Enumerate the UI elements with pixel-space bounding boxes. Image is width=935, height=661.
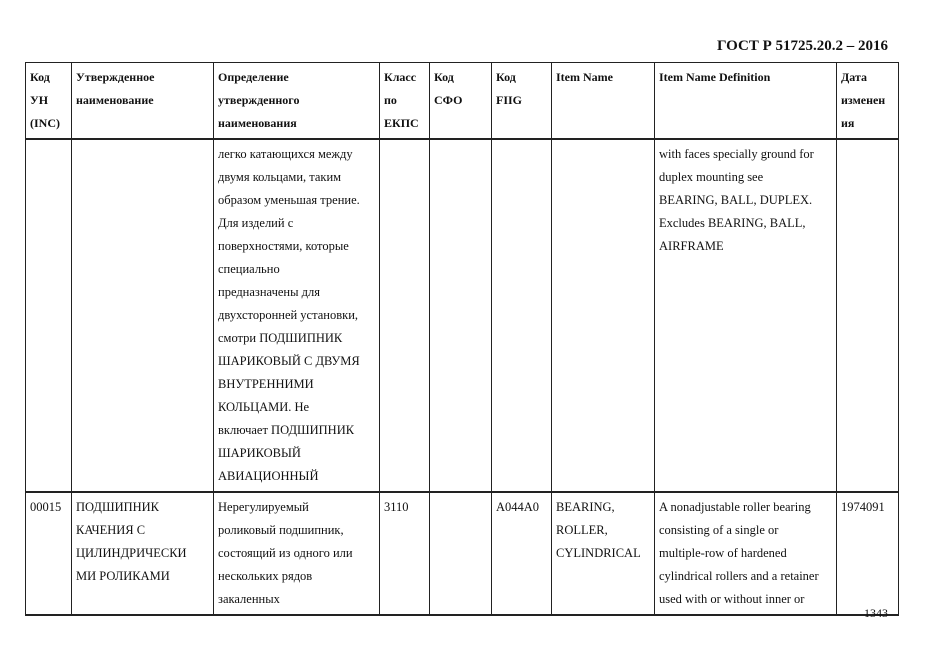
cell-definition-ru: Нерегулируемый роликовый подшипник, состоящий из одного или нескольких рядов закаленных: [214, 492, 380, 615]
cell-inc: 00015: [26, 492, 72, 615]
col-header-item-name: Item Name: [552, 63, 655, 140]
cell-approved-name: [72, 139, 214, 492]
document-standard-header: ГОСТ Р 51725.20.2 – 2016: [716, 38, 888, 54]
col-header-item-definition: Item Name Definition: [655, 63, 837, 140]
table-row: [26, 139, 899, 492]
cell-fiig: [492, 139, 552, 492]
nomenclature-table: [25, 62, 899, 616]
cell-class: 3110: [380, 492, 430, 615]
cell-inc: [26, 139, 72, 492]
col-header-class: Класс по ЕКПС: [380, 63, 430, 140]
page-number: 1343: [864, 606, 888, 620]
cell-sfo: [430, 139, 492, 492]
cell-item-name: [552, 139, 655, 492]
cell-sfo: [430, 492, 492, 615]
col-header-inc: Код УН (INC): [26, 63, 72, 140]
col-header-approved-name: Утвержденное наименование: [72, 63, 214, 140]
col-header-date: Дата изменен ия: [837, 63, 899, 140]
cell-class: [380, 139, 430, 492]
col-header-sfo: Код СФО: [430, 63, 492, 140]
cell-date: 1974091: [837, 492, 899, 615]
cell-item-name: BEARING, ROLLER, CYLINDRICAL: [552, 492, 655, 615]
col-header-definition-ru: Определение утвержденного наименования: [214, 63, 380, 140]
cell-definition-ru: легко катающихся между двумя кольцами, таким образом уменьшая трение. Для изделий с поверхностями, которые специально предназначены для двухсторонней установки, смотри ПОДШИПНИК ШАРИКОВЫЙ С ДВУМЯ ВНУТРЕННИМИ КОЛЬЦАМИ. Не включает ПОДШИПНИК ШАРИКОВЫЙ АВИАЦИОННЫЙ: [214, 139, 380, 492]
cell-definition-en: with faces specially ground for duplex mounting see BEARING, BALL, DUPLEX. Excludes BEARING, BALL, AIRFRAME: [655, 139, 837, 492]
cell-fiig: A044A0: [492, 492, 552, 615]
cell-approved-name: ПОДШИПНИК КАЧЕНИЯ С ЦИЛИНДРИЧЕСКИ МИ РОЛИКАМИ: [72, 492, 214, 615]
cell-date: [837, 139, 899, 492]
table-row: [26, 492, 899, 615]
cell-definition-en: A nonadjustable roller bearing consisting of a single or multiple-row of hardened cylindrical rollers and a retainer used with or without inner or: [655, 492, 837, 615]
col-header-fiig: Код FIIG: [492, 63, 552, 140]
table-header-row: [26, 63, 899, 140]
